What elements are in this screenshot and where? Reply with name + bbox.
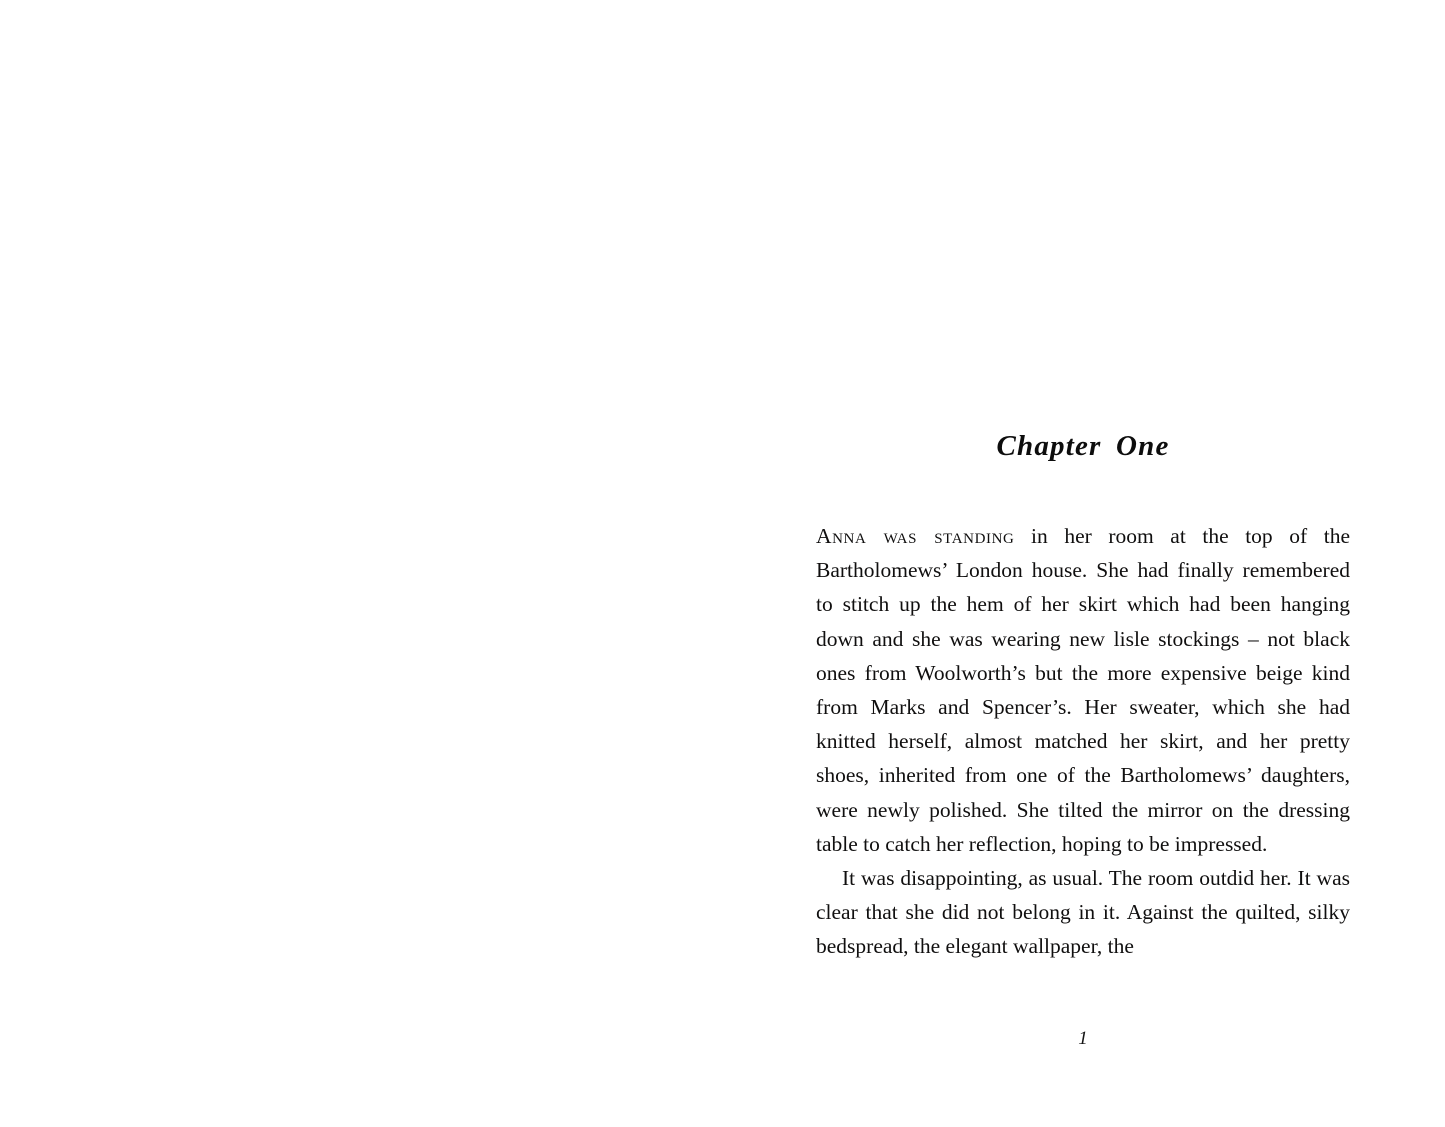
paragraph-2 [816,861,1350,964]
paragraph-1-leadin: Anna was standing [816,524,1015,548]
right-page [722,0,1445,1127]
paragraph-1-text: in her room at the top of the Bartholomews’ London house. She had finally remembered to stitch up the hem of her skirt which had been hanging down and she was wearing new lisle stockings – not black ones from Woolworth’s but the more expensive beige kind from Marks and Spencer’s. Her sweater, which she had knitted herself, almost matched her skirt, and her pretty shoes, inherited from one of the Bartholomews’ daughters, were newly polished. She tilted the mirror on the dressing table to catch her reflection, hoping to be impressed. [816,524,1350,856]
left-page [0,0,722,1127]
paragraph-1 [816,519,1350,861]
paragraph-2-text: It was disappointing, as usual. The room outdid her. It was clear that she did not belong in it. Against the quilted, silky bedspread, the elegant wallpaper, the [816,866,1350,959]
page-number: 1 [1078,1028,1088,1049]
chapter-title: Chapter One [996,430,1170,462]
text-block [816,430,1350,964]
